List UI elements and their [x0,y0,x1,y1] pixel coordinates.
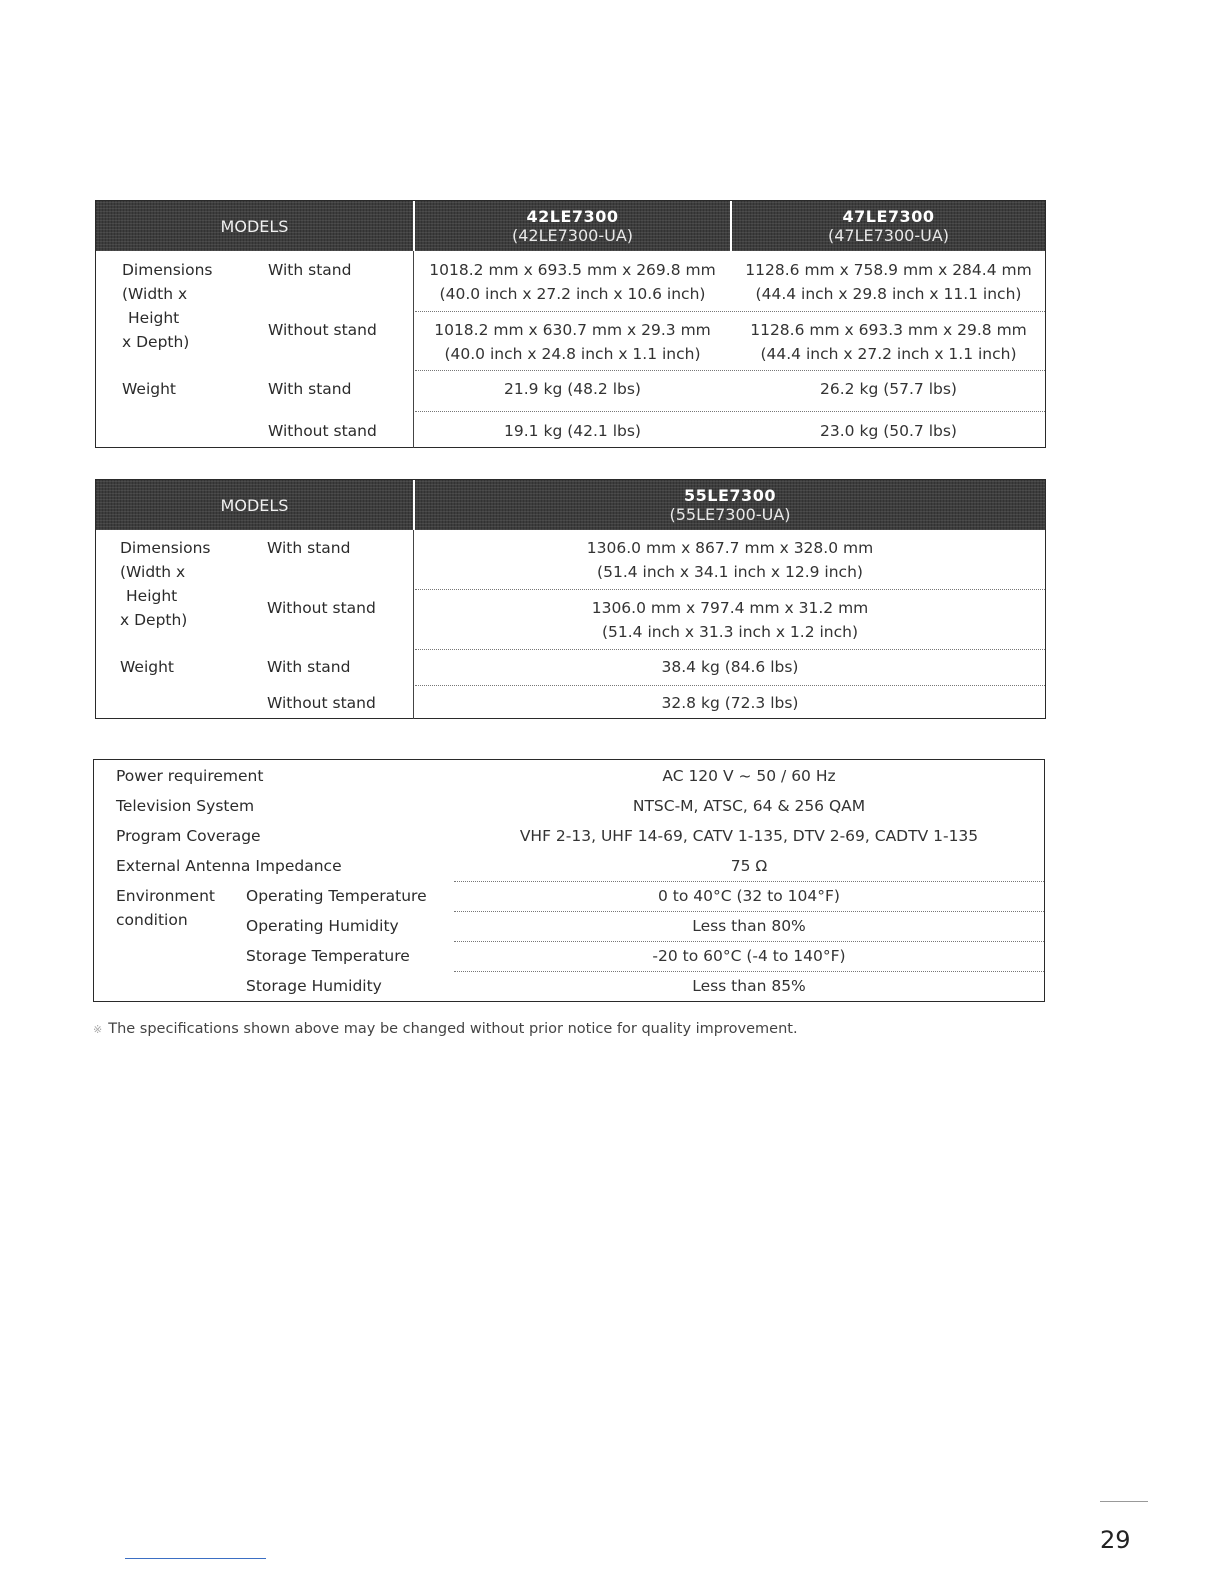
storage-humidity-value: Less than 85% [692,977,806,995]
dimension-value [415,596,1045,644]
weight-value: 21.9 kg (48.2 lbs) [504,380,641,398]
row-divider [415,370,1045,371]
row-divider [454,881,1044,882]
operating-humidity-value: Less than 80% [692,917,806,935]
storage-temperature-label: Storage Temperature [246,947,410,965]
dimensions-label: x Depth) [122,333,190,351]
model-header-42 [415,201,730,251]
model-code: (55LE7300-UA) [669,505,791,524]
power-requirement-label: Power requirement [116,767,264,785]
spec-table-42-47 [95,200,1046,448]
operating-humidity-label: Operating Humidity [246,917,399,935]
dimension-inch: (51.4 inch x 31.3 inch x 1.2 inch) [601,623,859,641]
dimension-value [415,536,1045,584]
operating-temperature-value: 0 to 40°C (32 to 104°F) [658,887,840,905]
dimensions-label: (Width x [120,563,186,581]
operating-temperature-label: Operating Temperature [246,887,427,905]
note-mark-icon: ※ [93,1023,103,1036]
dimension-inch: (40.0 inch x 27.2 inch x 10.6 inch) [439,285,706,303]
dimension-mm: 1306.0 mm x 867.7 mm x 328.0 mm [586,539,874,557]
television-system-label: Television System [116,797,255,815]
storage-temperature-value: -20 to 60°C (-4 to 140°F) [652,947,846,965]
power-requirement-value: AC 120 V ~ 50 / 60 Hz [662,767,836,785]
dimensions-label: (Width x [122,285,188,303]
model-code: (47LE7300-UA) [827,226,949,245]
dimension-mm: 1018.2 mm x 693.5 mm x 269.8 mm [429,261,716,279]
row-divider [415,649,1045,650]
row-divider [415,311,1045,312]
environment-label: condition [116,911,188,929]
weight-value: 26.2 kg (57.7 lbs) [820,380,957,398]
program-coverage-label: Program Coverage [116,827,261,845]
without-stand-label: Without stand [267,599,376,617]
dimension-value [732,258,1045,306]
program-coverage-value: VHF 2-13, UHF 14-69, CATV 1-135, DTV 2-69, CADTV 1-135 [519,827,979,845]
model-header-47 [732,201,1045,251]
without-stand-label: Without stand [268,321,377,339]
dimension-inch: (44.4 inch x 27.2 inch x 1.1 inch) [760,345,1017,363]
environment-label: Environment [116,887,215,905]
without-stand-label: Without stand [268,422,377,440]
footer-rule [125,1558,266,1559]
dimensions-label: Height [126,587,178,605]
general-spec-table [93,759,1045,1002]
dimension-inch: (51.4 inch x 34.1 inch x 12.9 inch) [597,563,863,581]
weight-value: 19.1 kg (42.1 lbs) [504,422,641,440]
without-stand-label: Without stand [267,694,376,712]
spec-table-55 [95,479,1046,719]
with-stand-label: With stand [268,380,352,398]
weight-label: Weight [120,658,175,676]
dimension-value [732,318,1045,366]
model-name: 42LE7300 [526,207,619,226]
television-system-value: NTSC-M, ATSC, 64 & 256 QAM [632,797,866,815]
dimensions-label: Dimensions [120,539,211,557]
specification-note [93,1021,798,1037]
with-stand-label: With stand [267,539,351,557]
models-header [96,201,413,251]
weight-value: 32.8 kg (72.3 lbs) [661,694,799,712]
page-number: 29 [1100,1526,1131,1554]
column-divider [413,530,414,719]
storage-humidity-label: Storage Humidity [246,977,382,995]
model-header-55 [415,480,1045,530]
dimension-mm: 1018.2 mm x 630.7 mm x 29.3 mm [434,321,711,339]
row-divider [415,589,1045,590]
weight-value: 23.0 kg (50.7 lbs) [820,422,957,440]
model-code: (42LE7300-UA) [511,226,633,245]
dimension-mm: 1128.6 mm x 693.3 mm x 29.8 mm [750,321,1027,339]
dimension-value [415,258,730,306]
dimension-value [415,318,730,366]
dimension-inch: (44.4 inch x 29.8 inch x 11.1 inch) [755,285,1022,303]
note-text: The specifications shown above may be changed without prior notice for quality improvement. [108,1021,798,1037]
column-divider [413,251,414,448]
dimensions-label: x Depth) [120,611,188,629]
weight-value: 38.4 kg (84.6 lbs) [661,658,799,676]
weight-label: Weight [122,380,177,398]
dimension-inch: (40.0 inch x 24.8 inch x 1.1 inch) [444,345,701,363]
page-number-rule [1100,1501,1148,1502]
dimensions-label: Dimensions [122,261,213,279]
row-divider [415,411,1045,412]
antenna-impedance-value: 75 Ω [730,857,768,875]
row-divider [454,971,1044,972]
with-stand-label: With stand [267,658,351,676]
row-divider [454,941,1044,942]
models-label: MODELS [220,495,289,515]
dimension-mm: 1306.0 mm x 797.4 mm x 31.2 mm [591,599,869,617]
antenna-impedance-label: External Antenna Impedance [116,857,342,875]
row-divider [415,685,1045,686]
model-name: 47LE7300 [842,207,935,226]
row-divider [454,911,1044,912]
dimensions-label: Height [128,309,180,327]
dimension-mm: 1128.6 mm x 758.9 mm x 284.4 mm [745,261,1032,279]
model-name: 55LE7300 [684,486,776,505]
models-label: MODELS [220,216,289,236]
models-header [96,480,413,530]
with-stand-label: With stand [268,261,352,279]
